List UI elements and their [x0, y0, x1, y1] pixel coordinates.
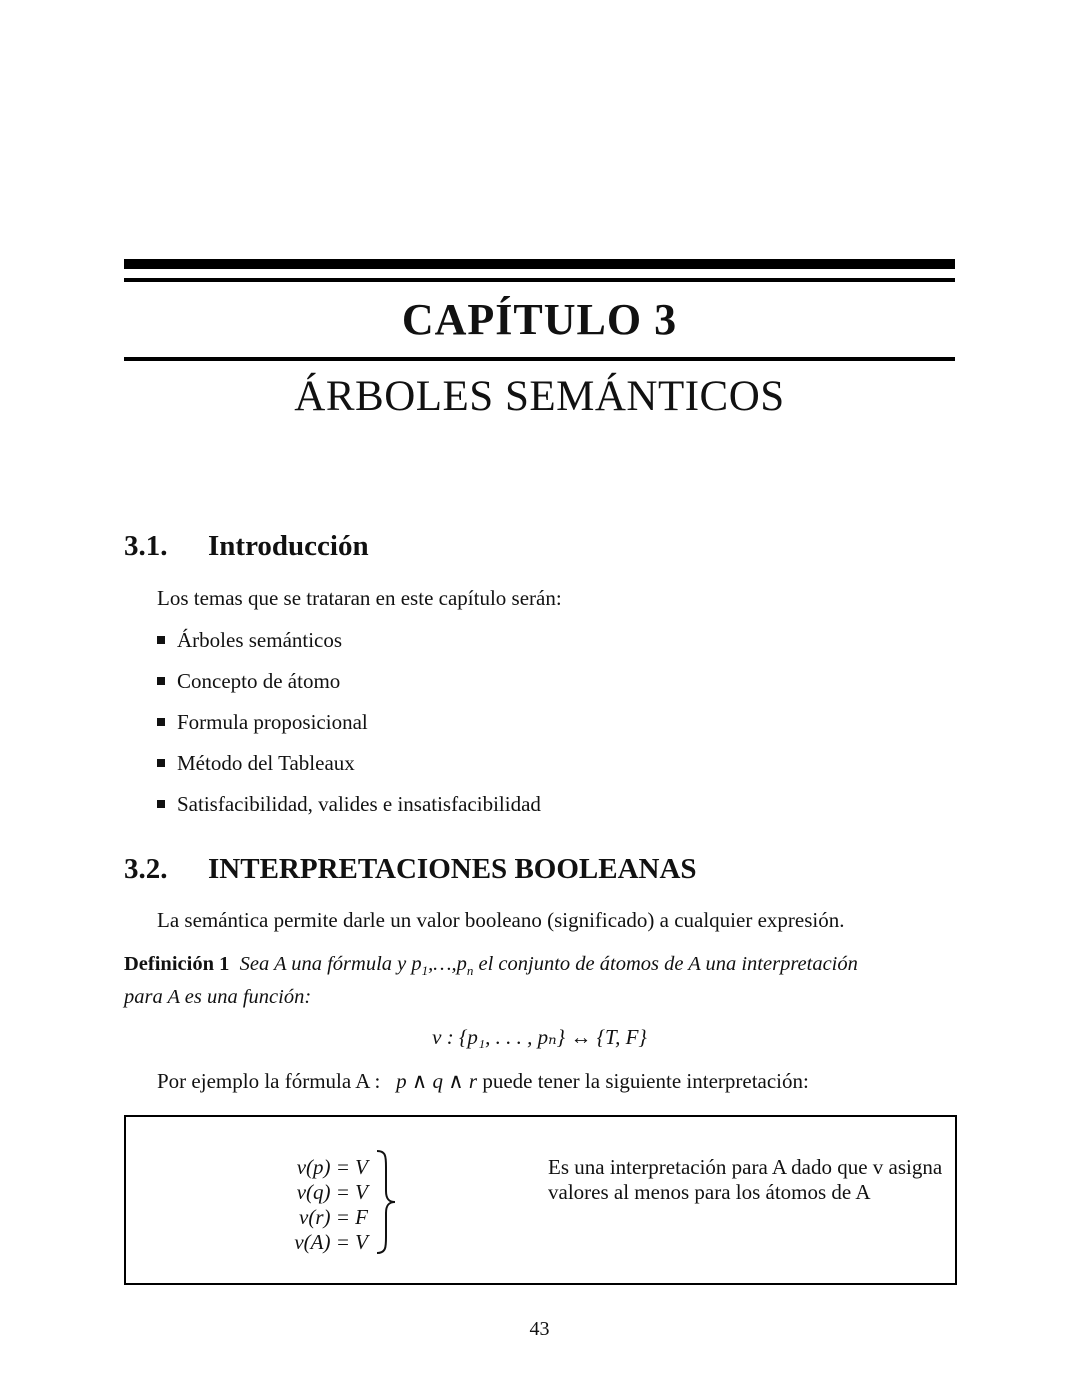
right-brace-icon [374, 1147, 398, 1257]
list-item: Árboles semánticos [157, 628, 342, 653]
bullet-icon [157, 800, 165, 808]
list-item: Método del Tableaux [157, 751, 355, 776]
list-item: Satisfacibilidad, valides e insatisfacibilidad [157, 792, 541, 817]
assignment: v(q) = V [296, 1180, 368, 1204]
assignment: v(r) = F [299, 1205, 368, 1229]
section-title: INTERPRETACIONES BOOLEANAS [208, 853, 697, 885]
section-intro: Los temas que se trataran en este capítulo serán: [157, 586, 562, 610]
list-item: Concepto de átomo [157, 669, 340, 694]
top-thick-rule [124, 259, 955, 269]
bullet-icon [157, 718, 165, 726]
section-intro: La semántica permite darle un valor booleano (significado) a cualquier expresión. [157, 908, 845, 932]
section-heading [124, 853, 697, 886]
section-heading [124, 530, 369, 563]
bullet-icon [157, 636, 165, 644]
chapter-label: CAPÍTULO 3 [401, 295, 678, 344]
assignment: v(p) = V [296, 1155, 368, 1179]
definition-label: Definición 1 [124, 953, 230, 975]
assignment: v(A) = V [294, 1230, 368, 1254]
bullet-icon [157, 677, 165, 685]
example-box [124, 1115, 957, 1285]
top-thin-rule [124, 278, 955, 282]
page-number: 43 [529, 1318, 550, 1340]
section-number: 3.1. [124, 530, 168, 562]
middle-rule [124, 357, 955, 361]
section-title: Introducción [208, 530, 369, 562]
bullet-icon [157, 759, 165, 767]
function-equation: v : {p₁, . . . , pₙ} ↔ {T, F} [432, 1025, 647, 1049]
box-explanation: Es una interpretación para A dado que v asigna valores al menos para los átomos de A [548, 1155, 943, 1204]
definition-block: Definición 1 Sea A una fórmula y $p_1,\dots,p_n$ el conjunto de átomos de A una interpretación para A es una función: [124, 953, 858, 1009]
definition-line2: para A es una función: [124, 986, 312, 1009]
chapter-title: ÁRBOLES SEMÁNTICOS [294, 373, 785, 420]
example-formula: p ∧ q ∧ r [396, 1069, 478, 1093]
assignment-list [284, 1155, 368, 1255]
section-number: 3.2. [124, 853, 168, 885]
example-sentence: Por ejemplo la fórmula A : p ∧ q ∧ r puede tener la siguiente interpretación: [157, 1069, 809, 1093]
list-item: Formula proposicional [157, 710, 368, 735]
